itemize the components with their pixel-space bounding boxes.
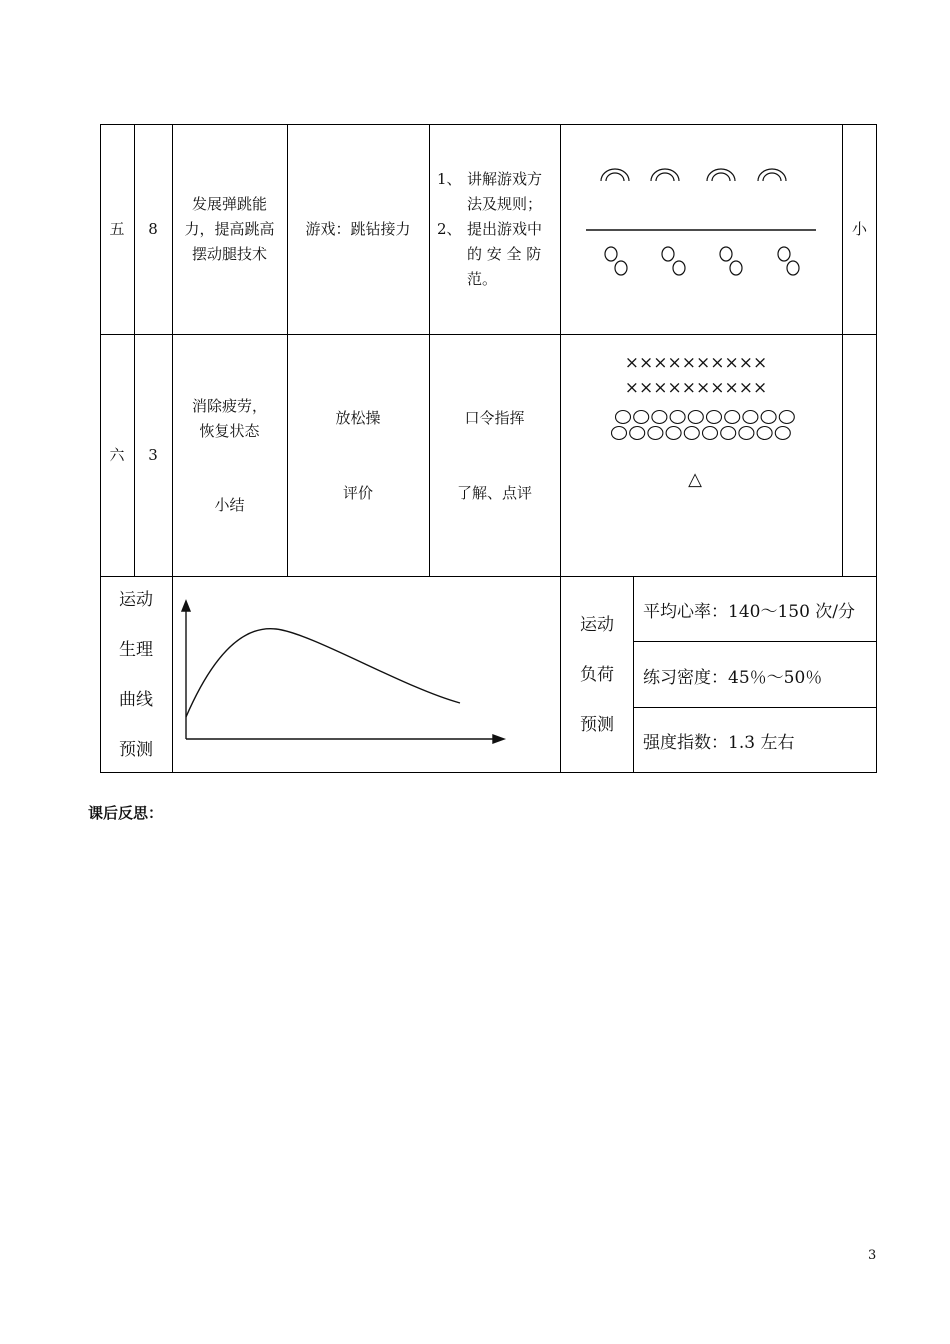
row6-content: 放松操	[335, 409, 381, 427]
student-circle-icon	[630, 427, 645, 440]
student-circle-icon	[707, 411, 722, 424]
formation-circles	[561, 405, 843, 445]
row6-method: 口令指挥	[464, 409, 525, 427]
row6-method-eval: 了解、点评	[456, 484, 532, 502]
student-circle-icon	[666, 427, 681, 440]
intensity-index-metric: 强度指数：1.3 左右	[643, 733, 795, 753]
row5-minutes: 8	[148, 220, 158, 238]
hurdle-icon	[758, 169, 786, 181]
curve-label-line: 曲线	[119, 690, 153, 710]
row6-goal	[172, 394, 287, 444]
load-label	[561, 600, 633, 750]
curve-label-line: 生理	[119, 640, 153, 660]
curve-label-line: 运动	[119, 590, 153, 610]
student-circle-icon	[688, 411, 703, 424]
col-divider-1	[134, 124, 135, 576]
hurdle-icon	[651, 169, 679, 181]
student-circle-icon	[684, 427, 699, 440]
student-circle-icon	[761, 411, 776, 424]
row5-goal-line: 发展弹跳能	[191, 195, 267, 213]
row5-method-line: 的 安 全 防	[467, 245, 542, 263]
load-label-line: 预测	[580, 715, 614, 735]
metric-divider-2	[633, 707, 877, 708]
student-circle-icon	[652, 411, 667, 424]
physiology-curve-chart	[172, 577, 560, 773]
chart-y-arrow	[182, 601, 190, 611]
row6-goal-line: 消除疲劳，	[191, 397, 267, 415]
curve-label	[100, 575, 172, 775]
student-circle-icon	[703, 427, 718, 440]
row5-goal	[172, 192, 287, 267]
student-circle-icon	[721, 427, 736, 440]
row5-method-line: 2、 提出游戏中	[437, 220, 543, 238]
student-circle-icon	[725, 411, 740, 424]
student-circle-icon	[743, 411, 758, 424]
hurdle-icon	[601, 169, 629, 181]
teacher-triangle-icon: △	[688, 469, 702, 490]
row5-section: 五	[109, 220, 125, 238]
student-circle-icon	[616, 411, 631, 424]
heart-rate-metric: 平均心率：140～150 次/分	[643, 602, 856, 622]
student-pair-icon	[720, 247, 742, 275]
col-divider-3	[287, 124, 288, 576]
student-circle-icon	[670, 411, 685, 424]
student-pair-icon	[605, 247, 627, 275]
row6-minutes: 3	[148, 446, 158, 464]
row6-section: 六	[109, 446, 125, 464]
formation-x-row: ××××××××××	[624, 353, 768, 373]
load-label-line: 运动	[580, 615, 614, 635]
student-circle-icon	[648, 427, 663, 440]
row5-content: 游戏：跳钻接力	[305, 220, 411, 238]
row6-goal-summary: 小结	[214, 496, 245, 514]
row5-formation-diagram	[561, 125, 843, 335]
row5-method-line: 法及规则；	[467, 195, 543, 213]
student-circle-icon	[757, 427, 772, 440]
heart-rate-curve	[186, 629, 460, 717]
formation-x-row: ××××××××××	[624, 378, 768, 398]
row6-content-eval: 评价	[342, 484, 373, 502]
student-pair-icon	[662, 247, 685, 275]
row5-method	[437, 167, 555, 292]
student-pair-icon	[778, 247, 799, 275]
row5-method-line: 1、 讲解游戏方	[437, 170, 543, 188]
curve-label-line: 预测	[119, 740, 153, 760]
chart-x-arrow	[493, 735, 504, 743]
row5-intensity: 小	[851, 220, 867, 238]
student-circle-icon	[612, 427, 627, 440]
row5-goal-line: 力，提高跳高	[184, 220, 275, 238]
row5-goal-line: 摆动腿技术	[191, 245, 267, 263]
density-metric: 练习密度：45％～50％	[643, 668, 823, 688]
student-circle-icon	[779, 411, 794, 424]
table-border-right	[876, 124, 877, 773]
metric-divider-1	[633, 641, 877, 642]
col-divider-4	[429, 124, 430, 576]
row5-method-line: 范。	[467, 270, 498, 288]
row6-goal-line: 恢复状态	[199, 422, 260, 440]
student-circle-icon	[634, 411, 649, 424]
student-circle-icon	[775, 427, 790, 440]
page-number: 3	[868, 1248, 877, 1263]
reflection-label: 课后反思：	[88, 804, 164, 822]
student-circle-icon	[739, 427, 754, 440]
load-label-line: 负荷	[580, 665, 614, 685]
hurdle-icon	[707, 169, 735, 181]
col-divider-metric	[633, 576, 634, 773]
